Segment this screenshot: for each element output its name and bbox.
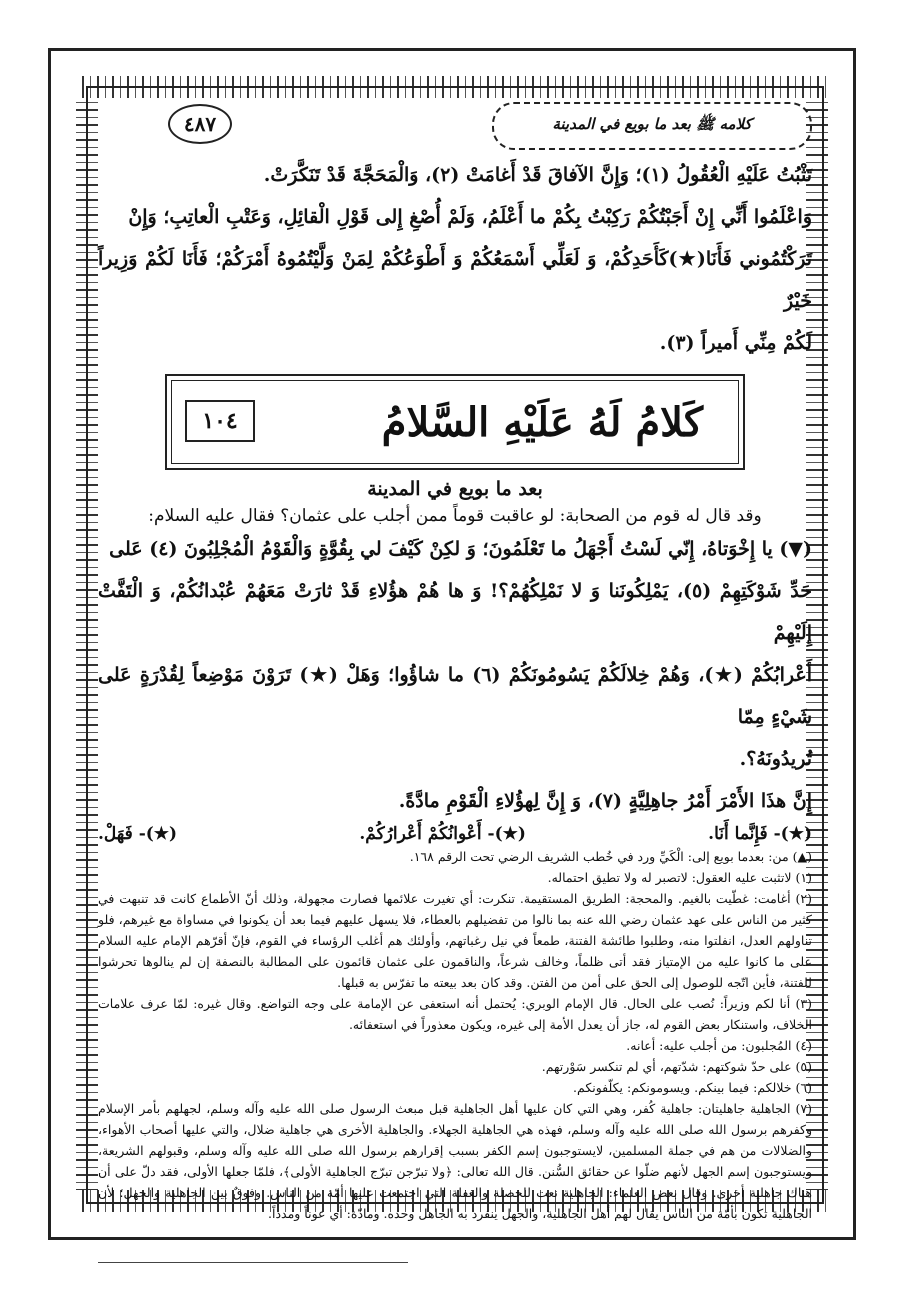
footnote: (٤) المُجلبون: من أجلب عليه: أعانه.	[626, 1038, 812, 1053]
section-number: ١٠٤	[185, 400, 255, 442]
section-intro: وقد قال له قوم من الصحابة: لو عاقبت قوماً ممن أجلب على عثمان؟ فقال عليه السلام:	[148, 506, 762, 526]
footnotes	[98, 846, 812, 1224]
text-line: إِنَّ هذَا الأَمْرَ أَمْرُ جاهِلِيَّةٍ (٧)، وَ إِنَّ لِهؤُلاءِ الْقَوْمِ مادَّةً.	[398, 790, 812, 812]
section-title: كَلامُ لَهُ عَلَيْهِ السَّلامُ	[381, 398, 703, 446]
text-line: تَرَكْتُمُوني فَأَنَا(★)كَأَحَدِكُمْ، وَ لَعَلِّي أَسْمَعُكُمْ وَ أَطْوَعُكُمْ لِمَنْ وَلَّيْتُمُوهُ أَمْرَكُمْ؛ فَأَنَا لَكُمْ وَزِيراً خَيْرٌ	[98, 248, 812, 312]
page-header	[98, 96, 812, 154]
scan-edge-line	[98, 1262, 408, 1263]
footnote: (▲) من: بعدما بويع إلى: الْكَيِّ ورد في خُطب الشريف الرضي تحت الرقم ١٦٨.	[409, 849, 812, 864]
footnote: (١) لاتثبت عليه العقول: لاتصبر له ولا تطيق احتماله.	[547, 870, 812, 885]
text-line: أَعْرابُكُمْ (★)، وَهُمْ خِلالَكُمْ يَسُومُونَكُمْ (٦) ما شاؤُوا؛ وَهَلْ (★) تَرَوْنَ مَوْضِعاً لِقُدْرَةٍ عَلى شَيْءٍ مِمّا	[98, 664, 812, 728]
text-line: تُريدُونَهُ؟.	[739, 748, 812, 770]
text-line: لَكُمْ مِنِّي أَميراً (٣).	[659, 332, 812, 354]
footnote: (٢) أغامت: غطّيت بالغيم. والمحجة: الطريق المستقيمة. تنكرت: أي تغيرت علائمها فصارت مجهولة، وذلك أنّ الأطماع كانت قد تنبهت في كثير من الناس على عهد عثمان رضي الله عنه بما نالوا من تفضيلهم بالعطاء، فلا يسهل عليهم فيما بعد أن يكونوا في مساواة مع غيرهم، فلو تناولهم العدل، انفلتوا منه، وطلبوا طائشة الفتنة، طمعاً في نيل رغباتهم، وأولئك هم أغلب الرؤساء في القوم، فإنّ أقرّهم الإمام عليه السلام على ما كانوا عليه من الإمتياز فقد أتى ظلماً، وخالف شرعاً، والناقمون على عثمان قائمون على المطالبة بالنصفة إن لم ينالوها تحرشوا للفتنة، فأين اتّجه للوصول إلى الحق على أمن من الفتن. وقد كان بعد بيعته ما تفرّس به قبلها.	[98, 891, 812, 990]
text-line: وَاعْلَمُوا أَنِّي إِنْ أَجَبْتُكُمْ رَكِبْتُ بِكُمْ ما أَعْلَمُ، وَلَمْ أُصْغِ إِلى قَوْلِ الْقائِلِ، وَعَتْبِ الْعاتِبِ؛ وَإِنْ	[128, 206, 812, 228]
footnote: (٣) أنا لكم وزيراً: نُصب على الحال. قال الإمام الوبري: يُحتمل أنه استعفى عن الإمامة على وجه التواضع. وقال غيره: لمّا عرف علامات الخلاف، واستنكار بعض القوم له، جاز أن يعدل الأمة إلى غيره، ويكون معذوراً في استعفائه.	[98, 996, 812, 1032]
text-line: تَثْبُتُ عَلَيْهِ الْعُقُولُ (١)؛ وَإِنَّ الآفاقَ قَدْ أَغامَتْ (٢)، وَالْمَحَجَّةَ قَدْ تَنَكَّرَتْ.	[263, 164, 812, 186]
text-line: (▼) يا إِخْوَتاهُ، إِنّي لَسْتُ أَجْهَلُ ما تَعْلَمُونَ؛ وَ لكِنْ كَيْفَ لي بِقُوَّةٍ وَالْقَوْمُ الْمُجْلِبُونَ (٤) عَلى	[109, 538, 812, 560]
variant: (★)- فَهَلْ.	[98, 824, 178, 844]
variant: (★)- أَعْوانُكُمْ أَعْرارُكُمْ.	[359, 824, 526, 844]
section-subtitle: بعد ما بويع في المدينة	[367, 478, 543, 500]
page-number: ٤٨٧	[168, 104, 232, 144]
footnote: (٥) على حدّ شوكتهم: شدّتهم، أي لم تنكسر سَوْرتهم.	[541, 1059, 812, 1074]
footnote: (٧) الجاهلية جاهليتان: جاهلية كُفر، وهي التي كان عليها أهل الجاهلية قبل مبعث الرسول صلى الله عليه وآله وسلم، لجهلهم بأمر الإسلام وكفرهم برسول الله صلى الله عليه وآله وسلم، فهذه هي الجاهلية الجهلاء. والجاهلية الأخرى هي جاهلية ضلال، والتي عليها أصحاب الأهواء، والضلالات من هم في جملة المسلمين، لايستوجبون إسم الكفر بسبب إقرارهم برسول الله صلى الله عليه وآله وسلم، وقبولهم الشريعة، ويستوجبون إسم الجهل لأنهم ضلّوا عن حقائق السُّنن. قال الله تعالى: ﴿ولا تبرّجن تبرّج الجاهلية الأولى﴾، فلمّا جعلها الأولى، فقد دلّ على أن هناك جاهلية أخرى. وقال بعض العلماء: الجاهلية نعت للخصلة والغفلة التي اجتمعت عليها أمّة من الناس. وفوقٌ بين الجاهلية والجهل؛ لأن الجاهلية تكون بأمّة من الناس يقال لهم أهل الجاهلية، والجهل ينفرد به الجاهل وحده. ومادّة: أي عوناً ومدداً.	[98, 1101, 812, 1221]
text-line: حَدِّ شَوْكَتِهِمْ (٥)، يَمْلِكُونَنا وَ لا نَمْلِكُهُمْ؟! وَ ها هُمْ هؤُلاءِ قَدْ ثارَتْ مَعَهُمْ عُبْدانُكُمْ، وَ الْتَفَّتْ إِلَيْهِمْ	[98, 580, 813, 644]
section-title-box	[165, 374, 745, 470]
variant: (★)- فَإِنَّما أَنَا.	[708, 824, 812, 844]
variants-row	[98, 824, 812, 844]
footnote: (٦) خلالكم: فيما بينكم. ويسومونكم: يكلّفونكم.	[573, 1080, 812, 1095]
page-content	[98, 96, 813, 1221]
chapter-title: كلامه ﷺ بعد ما بويع في المدينة	[492, 102, 812, 150]
